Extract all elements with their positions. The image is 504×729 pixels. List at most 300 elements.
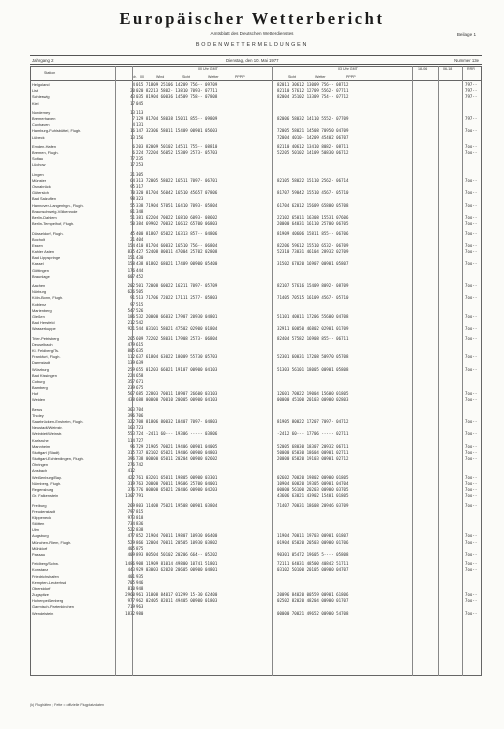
obs-03-utc: 51303 56101 18005 00901 05808 bbox=[277, 366, 349, 372]
obs-03-utc: 02502 82020 48204 00900 01707 bbox=[277, 598, 349, 604]
obs-03-utc: 71407 70031 18608 20946 03709 bbox=[277, 502, 349, 508]
station-number: 97 bbox=[130, 301, 135, 307]
station-number: 265 bbox=[127, 335, 135, 341]
station-number: 315 bbox=[127, 449, 135, 455]
obs-00-utc: 875 bbox=[136, 545, 144, 551]
station-name: Bad Hersfeld bbox=[32, 320, 55, 326]
station-number: 20 bbox=[130, 88, 135, 94]
extra-obs: 7oo-- bbox=[465, 397, 478, 403]
obs-00-utc: 320 81704 56042 16510 45657 07806 bbox=[136, 190, 218, 196]
station-name: Oberstdorf bbox=[32, 585, 51, 591]
obs-00-utc: 893 80504 50102 20206 664-- 05202 bbox=[136, 551, 218, 557]
obs-03-utc: 31502 67020 16907 00901 05807 bbox=[277, 261, 349, 267]
obs-00-utc: 305 bbox=[136, 171, 144, 177]
station-name: Ansbach bbox=[32, 468, 48, 474]
station-number: 443 bbox=[127, 567, 135, 573]
station-number: 357 bbox=[127, 378, 135, 384]
extra-obs: 7oo-- bbox=[465, 449, 478, 455]
station-name: Bad Kissingen bbox=[32, 372, 57, 378]
obs-00-utc: 156 bbox=[136, 134, 144, 140]
obs-00-utc: 131 bbox=[136, 122, 144, 128]
obs-00-utc: 706 bbox=[136, 412, 144, 418]
station-name: Lüchow bbox=[32, 162, 46, 168]
station-number: 422 bbox=[127, 474, 135, 480]
extra-obs: 7oo-- bbox=[465, 391, 478, 397]
station-name: Bremerhaven bbox=[32, 116, 56, 122]
station-name: Bremen, Flugh. bbox=[32, 150, 59, 156]
station-number: 401 bbox=[127, 573, 135, 579]
station-name: Tholey bbox=[32, 412, 44, 418]
station-number: 77 bbox=[130, 156, 135, 162]
station-number: 139 bbox=[127, 360, 135, 366]
obs-00-utc: 761 03201 65011 19805 00900 03301 bbox=[136, 474, 218, 480]
station-number: 70 bbox=[130, 190, 135, 196]
station-name: Garmisch-Partenkirchen bbox=[32, 604, 74, 610]
obs-03-utc: 01904 65020 20503 00900 01706 bbox=[277, 539, 349, 545]
obs-00-utc: 313 72005 58022 16511 7097- 06701 bbox=[136, 177, 218, 183]
extra-obs: 797-- bbox=[465, 88, 478, 94]
obs-00-utc: 658 bbox=[136, 372, 144, 378]
extra-obs: 7oo-- bbox=[465, 443, 478, 449]
station-number: 96 bbox=[130, 443, 135, 449]
col-station: Station bbox=[44, 71, 56, 75]
station-number: 45 bbox=[130, 230, 135, 236]
col-group1: 00 Uhr GMT bbox=[198, 67, 218, 71]
obs-00-utc: 929 03003 62020 20605 00900 04801 bbox=[136, 567, 218, 573]
station-number: 55 bbox=[130, 202, 135, 208]
obs-00-utc: 235 bbox=[136, 156, 144, 162]
beilage-label: Beilage 1 bbox=[456, 32, 476, 37]
col-nr: Nr. bbox=[132, 75, 137, 79]
station-number: 98 bbox=[130, 196, 135, 202]
obs-00-utc: 427 52408 80011 47004 25702 02808 bbox=[136, 249, 218, 255]
obs-00-utc: 962 02405 82011 49405 00900 01803 bbox=[136, 598, 218, 604]
station-name: Soltau bbox=[32, 156, 44, 162]
extra-obs: 7oo-- bbox=[465, 215, 478, 220]
obs-03-utc: 82107 57616 15409 8092- 08709 bbox=[277, 283, 349, 289]
obs-00-utc: 961 31008 84017 01299 15-30 62400 bbox=[136, 592, 218, 598]
station-name: Essen bbox=[32, 242, 43, 248]
station-number: 835 bbox=[127, 249, 135, 255]
obs-03-utc: 82105 58022 15110 2562- 06714 bbox=[277, 177, 349, 183]
obs-00-utc: 020 82213 5802- 13810 7093- 07711 bbox=[136, 88, 218, 94]
station-number: 202 bbox=[127, 283, 135, 289]
station-name: Cuxhaven bbox=[32, 122, 50, 128]
station-name: Nürnberg, Flugh. bbox=[32, 480, 62, 486]
station-name: Braunschweig-Völkenrode bbox=[32, 208, 78, 214]
station-name: Gießen bbox=[32, 313, 45, 319]
station-number: 705 bbox=[127, 579, 135, 585]
obs-00-utc: 430 bbox=[136, 255, 144, 261]
obs-00-utc: 438 01802 68021 17409 00900 05400 bbox=[136, 261, 218, 267]
obs-03-utc: 72005 58021 14508 70950 04709 bbox=[277, 128, 349, 134]
station-name: Bad Lippspringe bbox=[32, 255, 61, 261]
extra-obs: 7oo-- bbox=[465, 143, 478, 149]
extra-obs: 7oo-- bbox=[465, 150, 478, 156]
col-g1-h1: 00 bbox=[140, 75, 144, 79]
extra-obs: 7oo-- bbox=[465, 567, 478, 573]
station-number: 95 bbox=[130, 184, 135, 190]
extra-obs: 7oo-- bbox=[465, 335, 478, 341]
station-number: 7 bbox=[132, 116, 135, 122]
extra-obs: 7oo-- bbox=[465, 190, 478, 196]
obs-00-utc: 729 21905 70021 19406 00901 04005 bbox=[136, 443, 218, 449]
station-number: 412 bbox=[127, 468, 135, 474]
obs-03-utc: 82110 40612 13410 8082- 08711 bbox=[277, 143, 349, 149]
obs-03-utc: 81909 40606 15811 855-- 06706 bbox=[277, 230, 349, 236]
station-number: 607 bbox=[127, 273, 135, 279]
station-number: 13 bbox=[130, 134, 135, 140]
obs-00-utc: 908 11909 81014 49800 10741 51801 bbox=[136, 561, 218, 567]
station-number: 21 bbox=[130, 236, 135, 242]
obs-03-utc: 52205 50102 14109 50830 06712 bbox=[277, 150, 349, 156]
obs-00-utc: 852 21904 70011 19807 10930 06400 bbox=[136, 533, 218, 539]
station-name: Nürburg bbox=[32, 289, 47, 295]
station-name: Stuttgart-Echterdingen, Flugh. bbox=[32, 456, 84, 462]
station-name: Hohenpeißenberg bbox=[32, 598, 64, 604]
station-name: Karlsruhe bbox=[32, 437, 49, 443]
station-name: Emden-Hafen bbox=[32, 143, 57, 149]
station-number: 16 bbox=[130, 128, 135, 134]
issue-date: Dienstag, den 10. Mai 1977 bbox=[226, 57, 279, 63]
obs-00-utc: 501 72008 60022 16211 7097- 05709 bbox=[136, 283, 218, 289]
station-name: Mannheim bbox=[32, 443, 51, 449]
obs-00-utc: 505 bbox=[136, 289, 144, 295]
extra-obs: 7oo-- bbox=[465, 502, 478, 508]
obs-00-utc: 708 81806 80032 18407 7097- 04803 bbox=[136, 419, 218, 425]
obs-03-utc: 52310 73031 46104 28932 02709 bbox=[277, 249, 349, 255]
station-number: 719 bbox=[127, 604, 135, 610]
obs-00-utc: 675 bbox=[136, 385, 144, 391]
obs-03-utc: 82004 35102 13309 754-- 07712 bbox=[277, 94, 349, 100]
obs-03-utc: 82206 59612 15510 6532- 06709 bbox=[277, 242, 349, 248]
station-name: Berus bbox=[32, 406, 43, 412]
station-number: 567 bbox=[127, 391, 135, 397]
station-number: 163 bbox=[127, 425, 135, 431]
station-name: Weißenburg/Bay. bbox=[32, 474, 62, 480]
station-number: 405 bbox=[127, 545, 135, 551]
station-name: Aachen bbox=[32, 283, 46, 289]
station-name: Darmstadt bbox=[32, 360, 50, 366]
station-name: Gütersloh bbox=[32, 190, 49, 196]
station-number: 6 bbox=[132, 150, 135, 156]
station-name: Bocholt bbox=[32, 236, 45, 242]
station-name: Berlin-Dahlem bbox=[32, 215, 57, 220]
col-ext2: 06-18 bbox=[443, 67, 453, 71]
station-name: Frankfurt, Flugh. bbox=[32, 354, 61, 360]
station-name: Kassel bbox=[32, 261, 44, 267]
obs-00-utc: 763 20000 70011 19606 25700 04001 bbox=[136, 480, 218, 486]
col-ext3: RRR bbox=[467, 67, 475, 71]
station-number: 529 bbox=[127, 539, 135, 545]
obs-00-utc: 323 bbox=[136, 196, 144, 202]
extra-obs: 7oo-- bbox=[465, 533, 478, 539]
station-number: 176 bbox=[127, 267, 135, 273]
extra-obs: 7oo-- bbox=[465, 230, 478, 236]
col-g2-h3: PPPP bbox=[346, 75, 356, 79]
obs-03-utc: 02602 70020 19802 00900 01805 bbox=[277, 474, 349, 480]
obs-03-utc: 00000 56100 20203 00900 03705 bbox=[277, 486, 349, 492]
station-name: List bbox=[32, 88, 39, 94]
obs-00-utc: 815 bbox=[136, 508, 144, 514]
obs-00-utc: 836 bbox=[136, 521, 144, 527]
obs-03-utc: 82110 57612 12709 5562- 07711 bbox=[277, 88, 349, 94]
station-name: Kiel bbox=[32, 100, 39, 106]
footer-note: (k) Flughäfen ; Fette = offizielle Flugplatzdaten bbox=[30, 703, 104, 707]
obs-03-utc: 90301 05472 19605 5---- 05808 bbox=[277, 551, 349, 557]
obs-03-utc: 72111 64031 48500 40842 51711 bbox=[277, 561, 349, 567]
obs-00-utc: 444 bbox=[136, 267, 144, 273]
obs-00-utc: 803 11408 75021 19508 00901 03804 bbox=[136, 502, 218, 508]
station-number: 977 bbox=[127, 598, 135, 604]
obs-00-utc: 776 00000 65021 20406 00900 04203 bbox=[136, 486, 218, 492]
station-number: 319 bbox=[127, 480, 135, 486]
station-name: Regensburg bbox=[32, 486, 54, 492]
station-name: Trier-Petrisberg bbox=[32, 335, 59, 341]
extra-obs: 7oo-- bbox=[465, 486, 478, 492]
obs-03-utc: 03102 50100 20105 00900 04707 bbox=[277, 567, 349, 573]
obs-00-utc: 384 69902 70032 16612 65700 06803 bbox=[136, 221, 218, 227]
obs-00-utc: 637 61804 63022 18009 55730 05703 bbox=[136, 354, 218, 360]
col-g1-h2: Wind bbox=[156, 75, 165, 79]
extra-obs: 7oo-- bbox=[465, 493, 478, 499]
station-number: 1832 bbox=[125, 610, 135, 616]
extra-obs: 7oo-- bbox=[465, 419, 478, 425]
column-header bbox=[30, 66, 482, 81]
obs-03-utc: 82006 58032 14110 5552- 07709 bbox=[277, 116, 349, 122]
obs-00-utc: 639 bbox=[136, 360, 144, 366]
station-number: 4 bbox=[132, 122, 135, 128]
extra-obs: 7oo-- bbox=[465, 456, 478, 462]
obs-00-utc: 655 01203 66021 19107 00900 04103 bbox=[136, 366, 218, 372]
obs-00-utc: 948 bbox=[136, 585, 144, 591]
obs-00-utc: 704 bbox=[136, 406, 144, 412]
station-number: 6 bbox=[132, 143, 135, 149]
col-g1-h5: PPPP bbox=[235, 75, 245, 79]
station-number: 13 bbox=[130, 109, 135, 115]
obs-00-utc: 935 bbox=[136, 573, 144, 579]
obs-00-utc: 532 20000 66032 17907 20930 04801 bbox=[136, 313, 218, 319]
obs-00-utc: 338 71904 57051 16410 7093- 05804 bbox=[136, 202, 218, 208]
station-number: 921 bbox=[127, 326, 135, 332]
obs-00-utc: 671 bbox=[136, 378, 144, 384]
station-number: 276 bbox=[127, 462, 135, 468]
station-name: Münster bbox=[32, 177, 47, 183]
station-number: 224 bbox=[127, 372, 135, 378]
station-number: 553 bbox=[127, 431, 135, 437]
station-name: Mühldorf bbox=[32, 545, 48, 551]
station-number: 186 bbox=[127, 313, 135, 319]
obs-00-utc: 838 bbox=[136, 527, 144, 533]
station-name: München-Riem, Flugh. bbox=[32, 539, 72, 545]
station-name: Coburg bbox=[32, 378, 45, 384]
issue-bar bbox=[30, 55, 482, 65]
obs-00-utc: 946 bbox=[136, 579, 144, 585]
extra-obs: 7oo-- bbox=[465, 366, 478, 372]
station-name: Weiden bbox=[32, 397, 46, 403]
obs-00-utc: 147 32306 58011 15409 00901 05603 bbox=[136, 128, 218, 134]
station-number: 797 bbox=[127, 508, 135, 514]
obs-03-utc: 81905 80022 17207 7097- 04712 bbox=[277, 419, 349, 425]
station-number: 547 bbox=[127, 307, 135, 313]
station-name: Weinbiet/Weinstr. bbox=[32, 431, 63, 437]
station-name: Göttingen bbox=[32, 267, 49, 273]
station-name: Kl. Feldberg/Ts. bbox=[32, 348, 60, 353]
col-group2: 03 Uhr GMT bbox=[338, 67, 358, 71]
obs-00-utc: 724 -2411 60--- 19306 ----- 03806 bbox=[136, 431, 218, 437]
extra-obs: 7oo-- bbox=[465, 326, 478, 332]
obs-00-utc: 615 bbox=[136, 341, 144, 347]
station-number: 1486 bbox=[125, 561, 135, 567]
station-number: 479 bbox=[127, 341, 135, 347]
station-number: 81 bbox=[130, 208, 135, 214]
station-name: Braunlage bbox=[32, 273, 50, 279]
obs-03-utc: 20000 65020 19103 00901 02712 bbox=[277, 456, 349, 462]
station-number: 21 bbox=[130, 171, 135, 177]
extra-obs: 7oo-- bbox=[465, 431, 478, 437]
station-name: Ulm bbox=[32, 527, 39, 533]
obs-03-utc: 10904 60020 19305 00901 04704 bbox=[277, 480, 349, 486]
obs-03-utc: 51101 40011 17206 55600 04708 bbox=[277, 313, 349, 319]
station-name: Saarbrücken-Ensheim, Flugh. bbox=[32, 419, 84, 425]
obs-00-utc: 015 71809 25106 14209 756-- 09709 bbox=[136, 82, 218, 87]
station-number: 212 bbox=[127, 320, 135, 326]
station-name: Freiburg bbox=[32, 502, 47, 508]
station-number: 2960 bbox=[125, 592, 135, 598]
station-number: 396 bbox=[127, 456, 135, 462]
obs-00-utc: 609 72202 58031 17908 2573- 06804 bbox=[136, 335, 218, 341]
extra-obs: 7oo-- bbox=[465, 177, 478, 183]
obs-00-utc: 727 bbox=[136, 437, 144, 443]
obs-03-utc: 82404 57582 16908 855-- 06711 bbox=[277, 335, 349, 341]
station-name: Helgoland bbox=[32, 82, 50, 87]
obs-03-utc: 72004 4010- 14209 45402 06707 bbox=[277, 134, 349, 140]
obs-00-utc: 515 bbox=[136, 301, 144, 307]
obs-00-utc: 635 bbox=[136, 348, 144, 353]
section-heading: BODENWETTERMELDUNGEN bbox=[195, 42, 309, 48]
station-name: Feldberg/Schw. bbox=[32, 561, 59, 567]
obs-00-utc: 737 02102 65021 19406 00900 04803 bbox=[136, 449, 218, 455]
station-name: Friedrichshafen bbox=[32, 573, 59, 579]
station-number: 409 bbox=[127, 551, 135, 557]
obs-00-utc: 404 bbox=[136, 236, 144, 242]
extra-obs: 797-- bbox=[465, 116, 478, 122]
station-number: 4 bbox=[132, 82, 135, 87]
station-number: 43 bbox=[130, 94, 135, 100]
station-name: Gr. Falkenstein bbox=[32, 493, 59, 499]
station-name: Passau bbox=[32, 551, 45, 557]
obs-00-utc: 045 bbox=[136, 100, 144, 106]
station-number: 239 bbox=[127, 385, 135, 391]
extra-obs: 7oo-- bbox=[465, 295, 478, 301]
extra-obs: 7oo-- bbox=[465, 128, 478, 134]
station-number: 734 bbox=[127, 521, 135, 527]
station-number: 154 bbox=[127, 242, 135, 248]
extra-obs: 7oo-- bbox=[465, 592, 478, 598]
col-g1-h3: Sicht bbox=[182, 75, 190, 79]
extra-obs: 7oo-- bbox=[465, 313, 478, 319]
station-number: 438 bbox=[127, 397, 135, 403]
issue-number: Nummer 13e bbox=[454, 57, 479, 63]
obs-00-utc: 963 bbox=[136, 604, 144, 610]
station-name: Hof bbox=[32, 391, 39, 397]
obs-00-utc: 866 12004 70011 20505 10930 03802 bbox=[136, 539, 218, 545]
station-number: 973 bbox=[127, 514, 135, 520]
col-g1-h4: Wetter bbox=[208, 75, 219, 79]
col-g2-h1: Sicht bbox=[288, 75, 296, 79]
obs-00-utc: 818 bbox=[136, 514, 144, 520]
station-number: 51 bbox=[130, 215, 135, 220]
obs-03-utc: 43606 63021 43902 15401 01805 bbox=[277, 493, 349, 499]
extra-obs: 797-- bbox=[465, 82, 478, 87]
obs-00-utc: 410 81704 60032 16510 756-- 06804 bbox=[136, 242, 218, 248]
extra-obs: 7oo-- bbox=[465, 354, 478, 360]
station-number: 477 bbox=[127, 533, 135, 539]
station-name: Düsseldorf, Flugh. bbox=[32, 230, 64, 236]
extra-obs: 7oo-- bbox=[465, 610, 478, 616]
station-name: Freudenstadt bbox=[32, 508, 55, 514]
station-name: Lingen bbox=[32, 171, 44, 177]
obs-00-utc: 035 81904 60036 14509 758-- 07808 bbox=[136, 94, 218, 100]
station-name: Konstanz bbox=[32, 567, 49, 573]
obs-00-utc: 452 bbox=[136, 273, 144, 279]
col-g2-h2: Wetter bbox=[315, 75, 326, 79]
station-name: Würzburg bbox=[32, 366, 49, 372]
obs-00-utc: 113 bbox=[136, 109, 144, 115]
station-name: Marienberg bbox=[32, 307, 52, 313]
obs-03-utc: 52301 60031 17208 50970 05708 bbox=[277, 354, 349, 360]
obs-00-utc: 526 bbox=[136, 307, 144, 313]
obs-03-utc: 81707 59042 15510 4567- 05710 bbox=[277, 190, 349, 196]
station-name: Lübeck bbox=[32, 134, 45, 140]
extra-obs: 7oo-- bbox=[465, 221, 478, 227]
extra-obs: 7oo-- bbox=[465, 561, 478, 567]
station-name: Norderney bbox=[32, 109, 51, 115]
station-rows bbox=[30, 82, 482, 617]
station-number: 626 bbox=[127, 289, 135, 295]
obs-03-utc: 22102 65011 16308 15531 07606 bbox=[277, 215, 349, 220]
obs-00-utc: 513 71706 72022 17111 2577- 05803 bbox=[136, 295, 218, 301]
station-number: 114 bbox=[127, 437, 135, 443]
extra-obs: 7oo-- bbox=[465, 598, 478, 604]
station-name: Kahler Asten bbox=[32, 249, 55, 255]
obs-00-utc: 400 81807 65022 16313 857-- 04806 bbox=[136, 230, 218, 236]
obs-03-utc: 00000 45100 20103 00900 02803 bbox=[277, 397, 349, 403]
station-number: 17 bbox=[130, 162, 135, 168]
station-name: Hannover-Langenhgn., Flugh. bbox=[32, 202, 84, 208]
station-name: Wasserkuppe bbox=[32, 326, 56, 332]
station-name: Bad Salzuflen bbox=[32, 196, 57, 202]
obs-03-utc: 52005 68030 18307 20932 06711 bbox=[277, 443, 349, 449]
obs-00-utc: 381 62204 70022 16810 6093- 08602 bbox=[136, 215, 218, 220]
station-number: 91 bbox=[130, 295, 135, 301]
obs-03-utc: 50000 65030 18604 00901 02711 bbox=[277, 449, 349, 455]
extra-obs: 7oo-- bbox=[465, 261, 478, 267]
station-number: 810 bbox=[127, 585, 135, 591]
station-name: Wendelstein bbox=[32, 610, 54, 616]
station-name: Zugspitze bbox=[32, 592, 49, 598]
extra-obs: 7oo-- bbox=[465, 202, 478, 208]
obs-00-utc: 685 22803 70011 18907 26600 03103 bbox=[136, 391, 218, 397]
station-number: 158 bbox=[127, 261, 135, 267]
station-name: Stuttgart (Stadt) bbox=[32, 449, 60, 455]
extra-obs: 7oo-- bbox=[465, 480, 478, 486]
report-subtitle: Amtsblatt des Deutschen Wetterdienstes bbox=[210, 31, 294, 36]
obs-00-utc: 542 bbox=[136, 320, 144, 326]
station-number: 805 bbox=[127, 348, 135, 353]
station-name: Koblenz bbox=[32, 301, 47, 307]
station-name: Berlin-Tempelhof, Flugh. bbox=[32, 221, 75, 227]
